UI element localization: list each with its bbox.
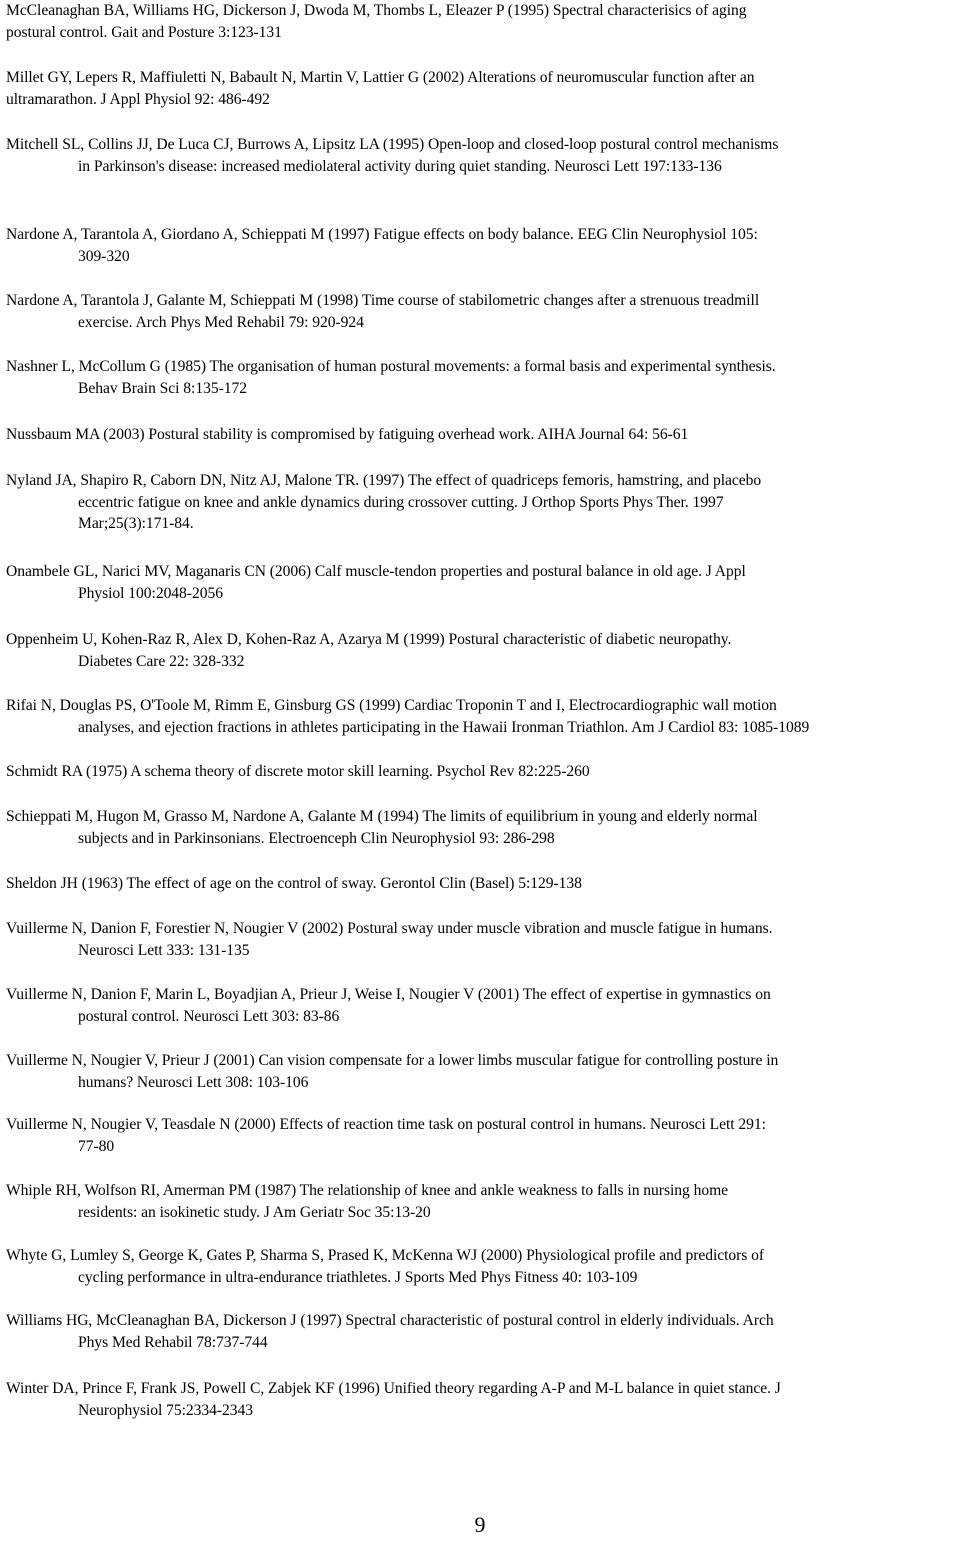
reference-text: subjects and in Parkinsonians. Electroenceph Clin Neurophysiol 93: 286-298 [78, 829, 555, 847]
reference-entry [6, 761, 954, 783]
reference-text: analyses, and ejection fractions in athletes participating in the Hawaii Ironman Triathlon. Am J Cardiol 83: 1085-1089 [78, 718, 810, 736]
reference-entry [6, 356, 954, 399]
reference-entry [6, 1245, 954, 1288]
reference-entry [6, 1050, 954, 1093]
reference-text: Onambele GL, Narici MV, Maganaris CN (2006) Calf muscle-tendon properties and postural balance in old age. J Appl [6, 563, 746, 580]
reference-entry [6, 1310, 954, 1353]
reference-entry [6, 290, 954, 333]
reference-text: Vuillerme N, Danion F, Marin L, Boyadjian A, Prieur J, Weise I, Nougier V (2001) The effect of expertise in gymnastics on [6, 986, 771, 1003]
reference-text: Behav Brain Sci 8:135-172 [78, 379, 247, 397]
reference-text: Whyte G, Lumley S, George K, Gates P, Sharma S, Prased K, McKenna WJ (2000) Physiological profile and predictors of [6, 1247, 765, 1264]
reference-text: residents: an isokinetic study. J Am Geriatr Soc 35:13-20 [78, 1203, 431, 1221]
reference-entry [6, 134, 954, 177]
reference-entry [6, 1378, 954, 1421]
reference-text: Winter DA, Prince F, Frank JS, Powell C, Zabjek KF (1996) Unified theory regarding A-P and M-L balance in quiet stance. J [6, 1380, 781, 1397]
reference-entry [6, 629, 954, 672]
reference-entry [6, 470, 954, 535]
reference-text: eccentric fatigue on knee and ankle dynamics during crossover cutting. J Orthop Sports Phys Ther. 1997 [78, 493, 724, 511]
reference-text: Oppenheim U, Kohen-Raz R, Alex D, Kohen-Raz A, Azarya M (1999) Postural characteristic of diabetic neuropathy. [6, 631, 732, 648]
reference-text: Vuillerme N, Nougier V, Prieur J (2001) Can vision compensate for a lower limbs muscular fatigue for controlling posture in [6, 1052, 779, 1069]
reference-entry [6, 561, 954, 604]
reference-text: Mar;25(3):171-84. [78, 515, 194, 532]
reference-text: Williams HG, McCleanaghan BA, Dickerson J (1997) Spectral characteristic of postural control in elderly individuals. Arch [6, 1312, 774, 1329]
reference-text: Vuillerme N, Danion F, Forestier N, Nougier V (2002) Postural sway under muscle vibration and muscle fatigue in humans. [6, 920, 773, 937]
reference-text: Nussbaum MA (2003) Postural stability is compromised by fatiguing overhead work. AIHA Journal 64: 56-61 [6, 426, 689, 443]
reference-entry [6, 67, 954, 110]
reference-text: exercise. Arch Phys Med Rehabil 79: 920-924 [78, 313, 364, 331]
reference-text: Rifai N, Douglas PS, O'Toole M, Rimm E, Ginsburg GS (1999) Cardiac Troponin T and I, Electrocardiographic wall motion [6, 697, 777, 714]
reference-text: Whiple RH, Wolfson RI, Amerman PM (1987) The relationship of knee and ankle weakness to falls in nursing home [6, 1182, 729, 1199]
reference-text: Millet GY, Lepers R, Maffiuletti N, Babault N, Martin V, Lattier G (2002) Alterations of neuromuscular function after an [6, 69, 755, 86]
reference-text: McCleanaghan BA, Williams HG, Dickerson J, Dwoda M, Thombs L, Eleazer P (1995) Spectral characterisics of aging [6, 2, 747, 19]
reference-entry [6, 918, 954, 961]
reference-text: Neurosci Lett 333: 131-135 [78, 941, 250, 959]
reference-text: Phys Med Rehabil 78:737-744 [78, 1333, 268, 1351]
reference-entry [6, 695, 954, 738]
reference-entry [6, 424, 954, 446]
reference-text: 77-80 [78, 1137, 115, 1155]
reference-text: ultramarathon. J Appl Physiol 92: 486-492 [6, 90, 270, 108]
page-number: 9 [474, 1512, 486, 1537]
reference-text: Sheldon JH (1963) The effect of age on the control of sway. Gerontol Clin (Basel) 5:129-138 [6, 875, 582, 892]
reference-text: humans? Neurosci Lett 308: 103-106 [78, 1073, 309, 1091]
reference-text: Physiol 100:2048-2056 [78, 584, 223, 602]
reference-text: Nardone A, Tarantola J, Galante M, Schieppati M (1998) Time course of stabilometric changes after a strenuous treadmill [6, 292, 760, 309]
reference-text: Schieppati M, Hugon M, Grasso M, Nardone A, Galante M (1994) The limits of equilibrium in young and elderly normal [6, 808, 758, 825]
reference-entry [6, 0, 954, 43]
reference-text: in Parkinson's disease: increased mediolateral activity during quiet standing. Neurosci Lett 197:133-136 [78, 157, 722, 175]
reference-text: Nashner L, McCollum G (1985) The organisation of human postural movements: a formal basis and experimental synthesis. [6, 358, 776, 375]
reference-text: Schmidt RA (1975) A schema theory of discrete motor skill learning. Psychol Rev 82:225-260 [6, 763, 590, 780]
reference-text: Vuillerme N, Nougier V, Teasdale N (2000) Effects of reaction time task on postural control in humans. Neurosci Lett 291: [6, 1116, 766, 1133]
reference-text: postural control. Neurosci Lett 303: 83-86 [78, 1007, 340, 1025]
reference-entry [6, 224, 954, 267]
reference-entry [6, 1180, 954, 1223]
reference-text: Nardone A, Tarantola A, Giordano A, Schieppati M (1997) Fatigue effects on body balance. EEG Clin Neurophysiol 105: [6, 226, 758, 243]
reference-text: Neurophysiol 75:2334-2343 [78, 1401, 254, 1419]
reference-text: cycling performance in ultra-endurance triathletes. J Sports Med Phys Fitness 40: 103-109 [78, 1268, 638, 1286]
reference-entry [6, 984, 954, 1027]
reference-entry [6, 806, 954, 849]
reference-entry [6, 873, 954, 895]
reference-text: 309-320 [78, 247, 130, 265]
reference-text: Mitchell SL, Collins JJ, De Luca CJ, Burrows A, Lipsitz LA (1995) Open-loop and closed-loop postural control mechanisms [6, 136, 779, 153]
reference-text: Nyland JA, Shapiro R, Caborn DN, Nitz AJ, Malone TR. (1997) The effect of quadriceps femoris, hamstring, and placebo [6, 472, 762, 489]
reference-text: Diabetes Care 22: 328-332 [78, 652, 245, 670]
reference-text: postural control. Gait and Posture 3:123-131 [6, 23, 282, 41]
reference-entry [6, 1114, 954, 1157]
